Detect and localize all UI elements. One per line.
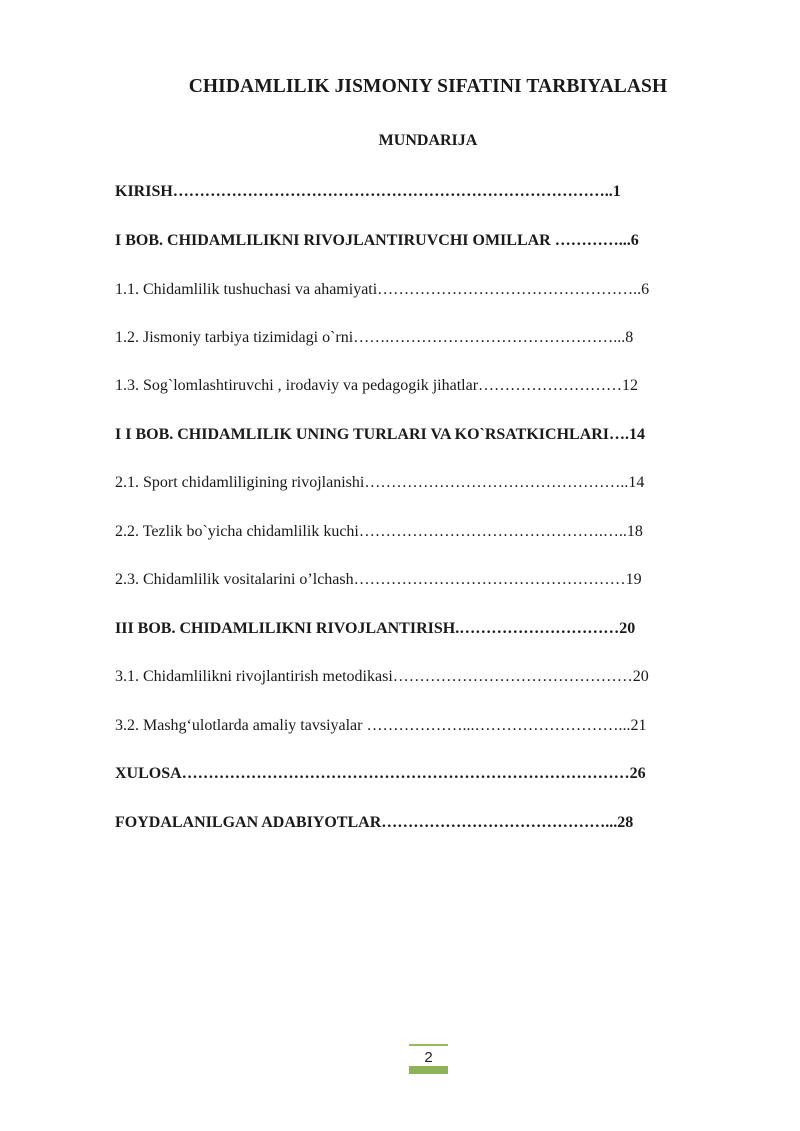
toc-entry-chapter-1: I BOB. CHIDAMLILIKNI RIVOJLANTIRUVCHI OMILLAR …………...6 <box>115 232 639 249</box>
toc-entry-2-1: 2.1. Sport chidamliligining rivojlanishi…………………………………………..14 <box>115 474 645 491</box>
document-title: CHIDAMLILIK JISMONIY SIFATINI TARBIYALASH <box>188 76 668 97</box>
toc-entry-references: FOYDALANILGAN ADABIYOTLAR……………………………………...28 <box>115 814 634 831</box>
toc-entry-2-2: 2.2. Tezlik bo`yicha chidamlilik kuchi……………………………………….…..18 <box>115 523 643 540</box>
toc-entry-3-2: 3.2. Mashg‘ulotlarda amaliy tavsiyalar ………………...………………………...21 <box>115 717 647 734</box>
toc-entry-1-1: 1.1. Chidamlilik tushuchasi va ahamiyati…………………………………………..6 <box>115 281 650 298</box>
footer-accent-bar <box>409 1066 448 1074</box>
toc-entry-1-2: 1.2. Jismoniy tarbiya tizimidagi o`rni…….……………………………………...8 <box>115 329 634 346</box>
toc-entry-2-3: 2.3. Chidamlilik vositalarini o’lchash……………………………………………19 <box>115 571 642 588</box>
footer-top-rule <box>409 1044 448 1046</box>
toc-entry-kirish: KIRISH………………………………………………………………………..1 <box>115 183 621 200</box>
page-footer <box>409 1044 448 1074</box>
toc-entry-chapter-2: I I BOB. CHIDAMLILIK UNING TURLARI VA KO`RSATKICHLARI….14 <box>115 426 646 443</box>
toc-entry-xulosa: XULOSA…………………………………………………………………………26 <box>115 765 646 782</box>
toc-entry-1-3: 1.3. Sog`lomlashtiruvchi , irodaviy va pedagogik jihatlar………………………12 <box>115 377 639 394</box>
page-number: 2 <box>424 1049 433 1066</box>
toc-entry-chapter-3: III BOB. CHIDAMLILIKNI RIVOJLANTIRISH.…………………………20 <box>115 620 636 637</box>
table-of-contents-heading: MUNDARIJA <box>378 132 478 149</box>
toc-entry-3-1: 3.1. Chidamlilikni rivojlantirish metodikasi………………………………………20 <box>115 668 649 685</box>
